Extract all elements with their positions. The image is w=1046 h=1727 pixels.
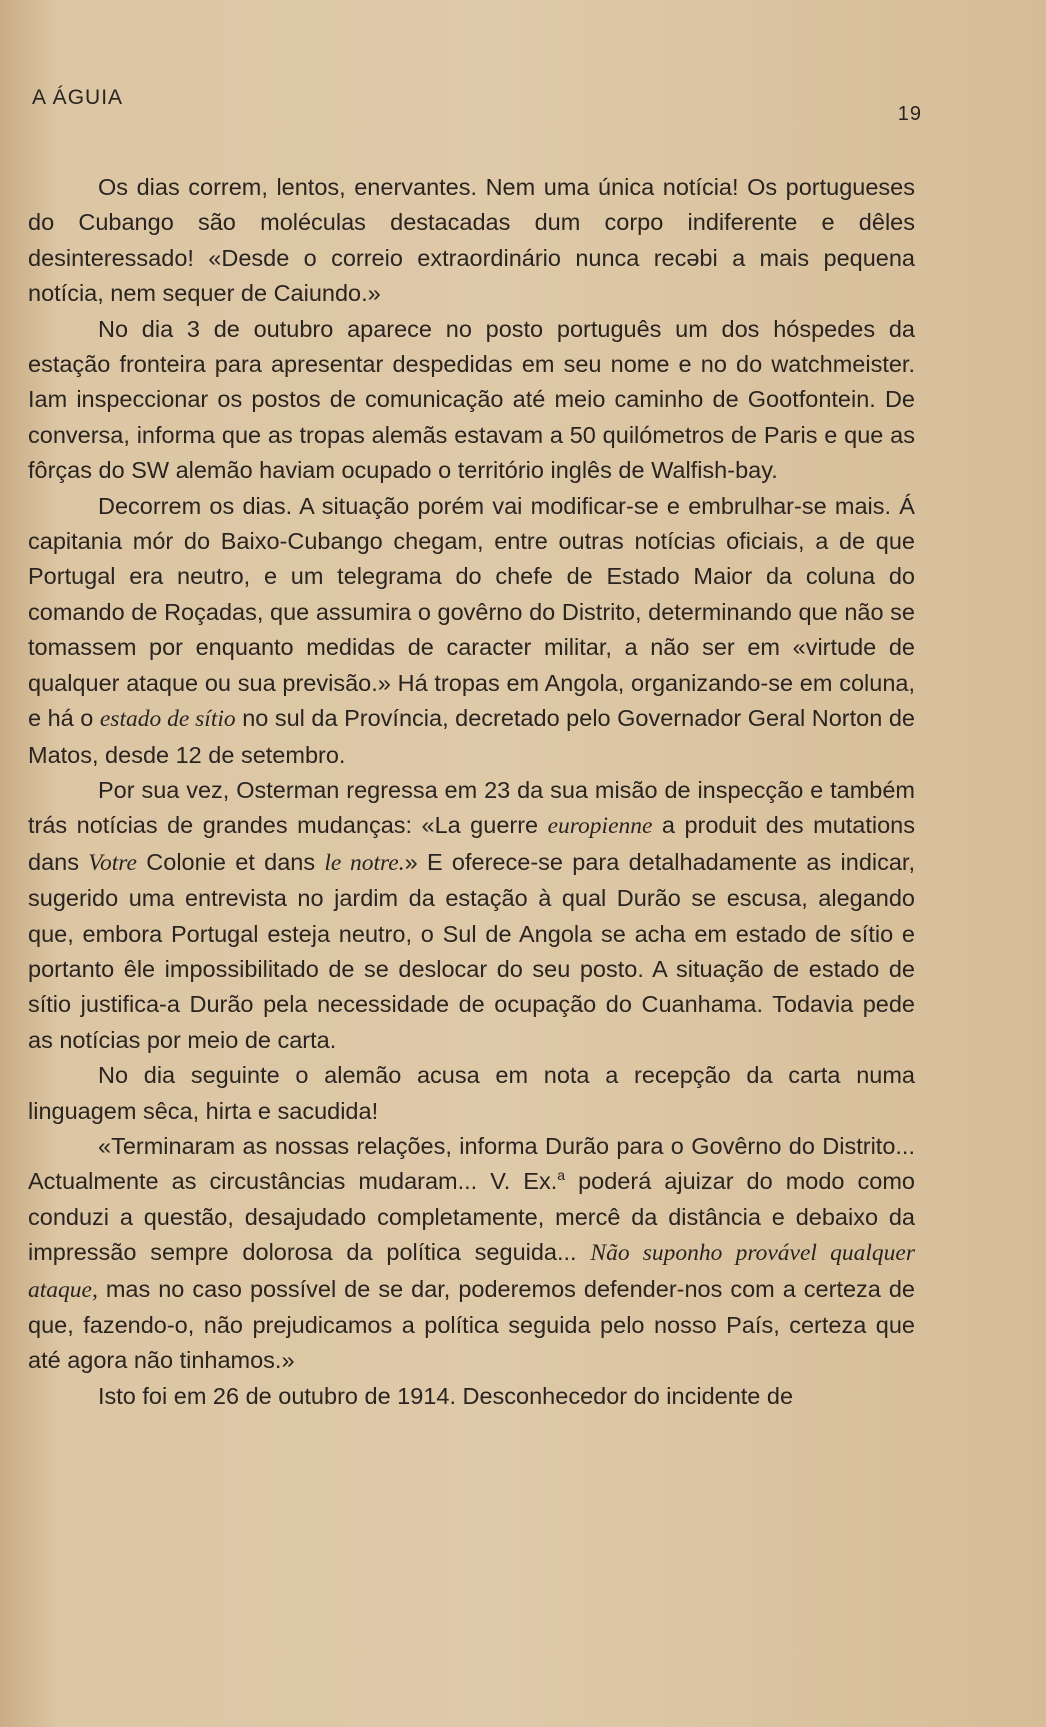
journal-title: A ÁGUIA <box>32 86 124 109</box>
body-text <box>28 170 915 1414</box>
paragraph-2: No dia 3 de outubro aparece no posto português um dos hóspedes da estação fronteira para apresentar despedidas em seu nome e no do watchmeister. Iam inspeccionar os postos de comunicação até meio caminho de Gootfontein. De conversa, informa que as tropas alemãs estavam a 50 quilómetros de Paris e que as fôrças do SW alemão haviam ocupado o território inglês de Walfish-bay. <box>28 315 915 484</box>
paragraph-1: Os dias correm, lentos, enervantes. Nem uma única notícia! Os portugueses do Cubango são moléculas destacadas dum corpo indiferente e dêles desinteressado! «Desde o correio extraordinário nunca recəbi a mais pequena notícia, nem sequer de Caiundo.» <box>28 174 915 307</box>
paragraph-3: Decorrem os dias. A situação porém vai modificar-se e embrulhar-se mais. Á capitania mór do Baixo-Cubango chegam, entre outras notícias oficiais, a de que Portugal era neutro, e um telegrama do chefe de Estado Maior da coluna do comando de Roçadas, que assumira o govêrno do Distrito, determinando que não se tomassem por enquanto medidas de caracter militar, a não ser em «virtude de qualquer ataque ou sua previsão.» Há tropas em Angola, organizando-se em coluna, e há o estado de sítio no sul da Província, decretado pelo Governador Geral Norton de Matos, desde 12 de setembro. <box>28 492 915 768</box>
italic-phrase: le notre. <box>324 849 405 876</box>
page-number: 19 <box>897 103 922 125</box>
italic-phrase: europienne <box>547 813 653 840</box>
paragraph-6: «Terminaram as nossas relações, informa Durão para o Govêrno do Distrito... Actualmente as circustâncias mudaram... V. Ex.$^a$ poderá ajuizar do modo como conduzi a questão, desajudado completamente, mercê da distância e debaixo da impressão sempre dolorosa da política seguida... Não suponho provável qualquer ataque, mas no caso possível de se dar, poderemos defender-nos com a certeza de que, fazendo-o, não prejudicamos a política seguida pelo nosso País, certeza que até agora não tinhamos.» <box>28 1132 915 1374</box>
paragraph-4: Por sua vez, Osterman regressa em 23 da sua misão de inspecção e também trás notícias de grandes mudanças: «La guerre europienne a produit des mutations dans Votre Colonie et dans le notre.» E oferece-se para detalhadamente as indicar, sugerido uma entrevista no jardim da estação à qual Durão se escusa, alegando que, embora Portugal esteja neutro, o Sul de Angola se acha em estado de sítio e portanto êle impossibilitado de se deslocar do seu posto. A situação de estado de sítio justifica-a Durão pela necessidade de ocupação do Cuanhama. Todavia pede as notícias por meio de carta. <box>28 776 915 1053</box>
italic-phrase: estado de sítio <box>99 706 236 733</box>
italic-phrase: Não suponho provável qualquer ataque, <box>28 1240 915 1303</box>
page-header <box>32 86 922 125</box>
superscript: a <box>557 1167 566 1184</box>
paragraph-5: No dia seguinte o alemão acusa em nota a recepção da carta numa linguagem sêca, hirta e sacudida! <box>28 1062 915 1124</box>
paragraph-7: Isto foi em 26 de outubro de 1914. Desconhecedor do incidente de <box>98 1382 794 1409</box>
italic-phrase: Votre <box>88 849 137 876</box>
